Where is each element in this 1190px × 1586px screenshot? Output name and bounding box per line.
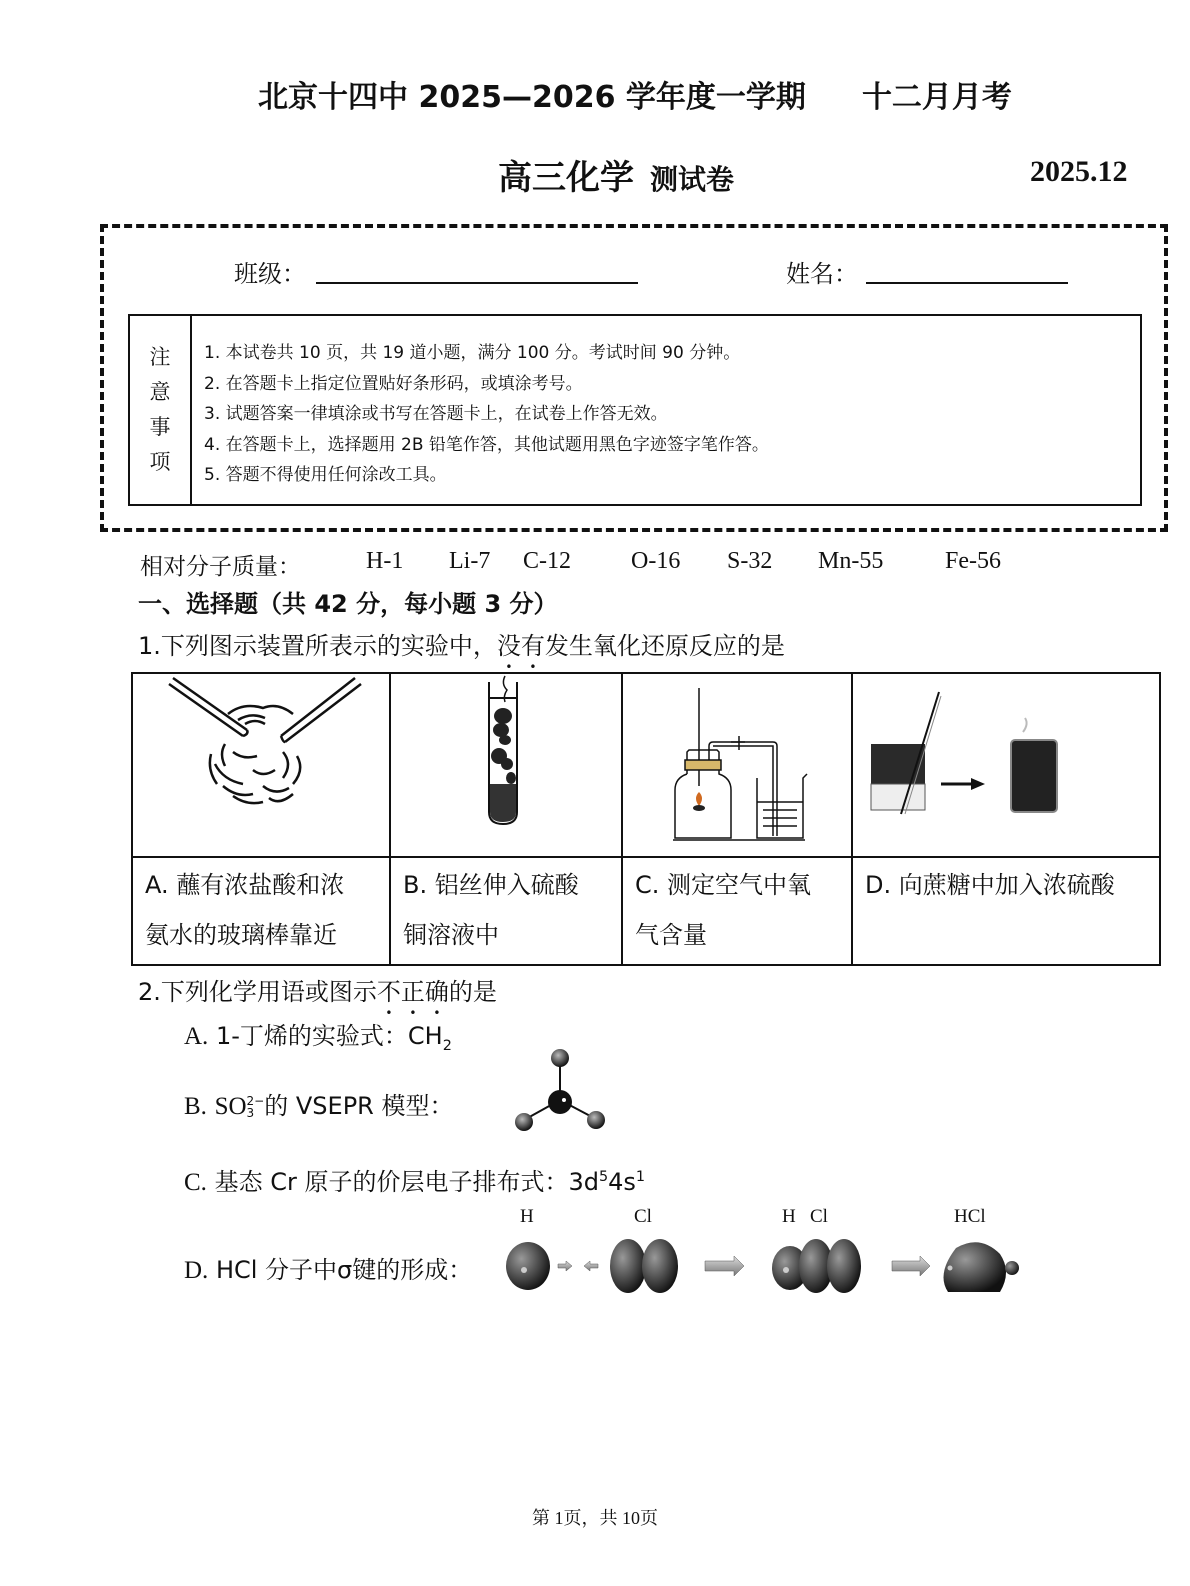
option-text: 气含量: [635, 921, 707, 949]
notice-heading: [130, 316, 192, 504]
masses-label: 相对分子质量：: [140, 554, 301, 580]
option-label: D.: [865, 871, 892, 899]
option-text: 蘸有浓盐酸和浓: [176, 871, 345, 899]
orbital-label: HCl: [954, 1206, 986, 1227]
option-b-caption: [390, 857, 622, 965]
class-label: 班级：: [234, 260, 306, 288]
mass-value: C-12: [523, 548, 571, 574]
option-label: C.: [635, 871, 660, 899]
stem-emphasis: 不正确: [376, 978, 449, 1006]
stem-text: 2.下列化学用语或图示: [138, 978, 377, 1006]
notice-item: 1. 本试卷共 10 页，共 19 道小题，满分 100 分。考试时间 90 分钟。: [204, 343, 741, 363]
section-title: 一、选择题（共 42 分，每小题 3 分）: [138, 590, 558, 618]
name-input-line[interactable]: [866, 282, 1068, 284]
notice-item: 3. 试题答案一律填涂或书写在答题卡上，在试卷上作答无效。: [204, 404, 668, 424]
option-a-image: [132, 673, 390, 857]
notice-heading-char: 事: [149, 415, 171, 439]
class-input-line[interactable]: [316, 282, 638, 284]
subscript: 3: [246, 1106, 255, 1120]
option-text: HCl 分子中σ键的形成：: [215, 1256, 473, 1284]
glass-rods-smoke-icon: [133, 674, 389, 852]
notice-item: 5. 答题不得使用任何涂改工具。: [204, 465, 447, 485]
notice-item: 2. 在答题卡上指定位置贴好条形码，或填涂考号。: [204, 373, 583, 394]
stem-emphasis: 没有: [496, 632, 545, 660]
option-label: A.: [184, 1023, 209, 1050]
q2-option-d: [184, 1250, 472, 1285]
option-c-caption: [622, 857, 852, 965]
option-text: 测定空气中氧: [667, 871, 812, 899]
superscript: 5: [598, 1169, 609, 1185]
option-label: C.: [184, 1169, 207, 1196]
subject-title: [498, 150, 734, 199]
q2-option-a: [184, 1016, 452, 1054]
option-text: 4s: [608, 1168, 636, 1196]
notice-heading-char: 注: [149, 345, 171, 369]
orbital-label: H: [520, 1206, 534, 1227]
superscript: 2−: [246, 1094, 265, 1108]
page-footer: 第 1页，共 10页: [532, 1508, 658, 1528]
name-label: 姓名：: [786, 260, 858, 288]
option-label: D.: [184, 1257, 209, 1284]
option-text: 向蔗糖中加入浓硫酸: [898, 871, 1115, 899]
option-text: 1-丁烯的实验式：CH: [215, 1022, 443, 1050]
mass-value: S-32: [727, 548, 773, 574]
notice-list: [192, 316, 769, 504]
option-text: 基态 Cr 原子的价层电子排布式：3d: [214, 1168, 599, 1196]
mass-value: O-16: [631, 548, 681, 574]
option-a-caption: [132, 857, 390, 965]
stem-text: 1.下列图示装置所表示的实验中，: [138, 632, 497, 660]
orbital-label: Cl: [634, 1206, 652, 1227]
exam-date: 2025.12: [1030, 155, 1128, 188]
option-text: 氨水的玻璃棒靠近: [145, 921, 337, 949]
relative-masses: [140, 548, 1040, 578]
option-text: 铝丝伸入硫酸: [434, 871, 579, 899]
school-year-line: 北京十四中 2025—2026 学年度一学期: [258, 80, 806, 115]
subject-name: 高三化学: [498, 158, 634, 198]
sigma-bond-formation-icon: [500, 1232, 1030, 1304]
option-label: B.: [184, 1093, 207, 1120]
option-label: B.: [403, 871, 428, 899]
subscript: 2: [442, 1037, 452, 1054]
option-b-image: [390, 673, 622, 857]
notice-heading-char: 意: [149, 380, 171, 404]
paper-type: 测试卷: [650, 163, 735, 196]
notice-heading-char: 项: [149, 450, 171, 474]
question-1-stem: [138, 626, 785, 674]
stem-text: 发生氧化还原反应的是: [544, 632, 785, 660]
option-text: 铜溶液中: [403, 921, 499, 949]
question-1-table: [131, 672, 1161, 966]
oxygen-apparatus-icon: [623, 674, 851, 852]
question-2-stem: [138, 972, 497, 1020]
option-c-image: [622, 673, 852, 857]
vsepr-model-icon: [508, 1044, 608, 1136]
mass-value: Fe-56: [945, 548, 1001, 574]
q2-option-c: [184, 1162, 645, 1197]
mass-value: Mn-55: [818, 548, 884, 574]
orbital-label: H Cl: [782, 1206, 828, 1227]
option-d-caption: [852, 857, 1160, 965]
mass-value: Li-7: [449, 548, 491, 574]
option-text: 的 VSEPR 模型：: [264, 1092, 454, 1120]
option-d-image: [852, 673, 1160, 857]
test-tube-icon: [391, 674, 621, 852]
mass-value: H-1: [366, 548, 404, 574]
stem-text: 的是: [448, 978, 497, 1006]
formula: SO: [214, 1093, 247, 1120]
notice-item: 4. 在答题卡上，选择题用 2B 铅笔作答，其他试题用黑色字迹签字笔作答。: [204, 434, 769, 455]
exam-title: [0, 72, 1190, 116]
q2-option-b: [184, 1086, 453, 1121]
superscript: 1: [635, 1169, 646, 1185]
option-label: A.: [145, 871, 169, 899]
notice-box: [128, 314, 1142, 506]
sucrose-reaction-icon: [853, 674, 1159, 852]
exam-name: 十二月月考: [861, 80, 1012, 115]
